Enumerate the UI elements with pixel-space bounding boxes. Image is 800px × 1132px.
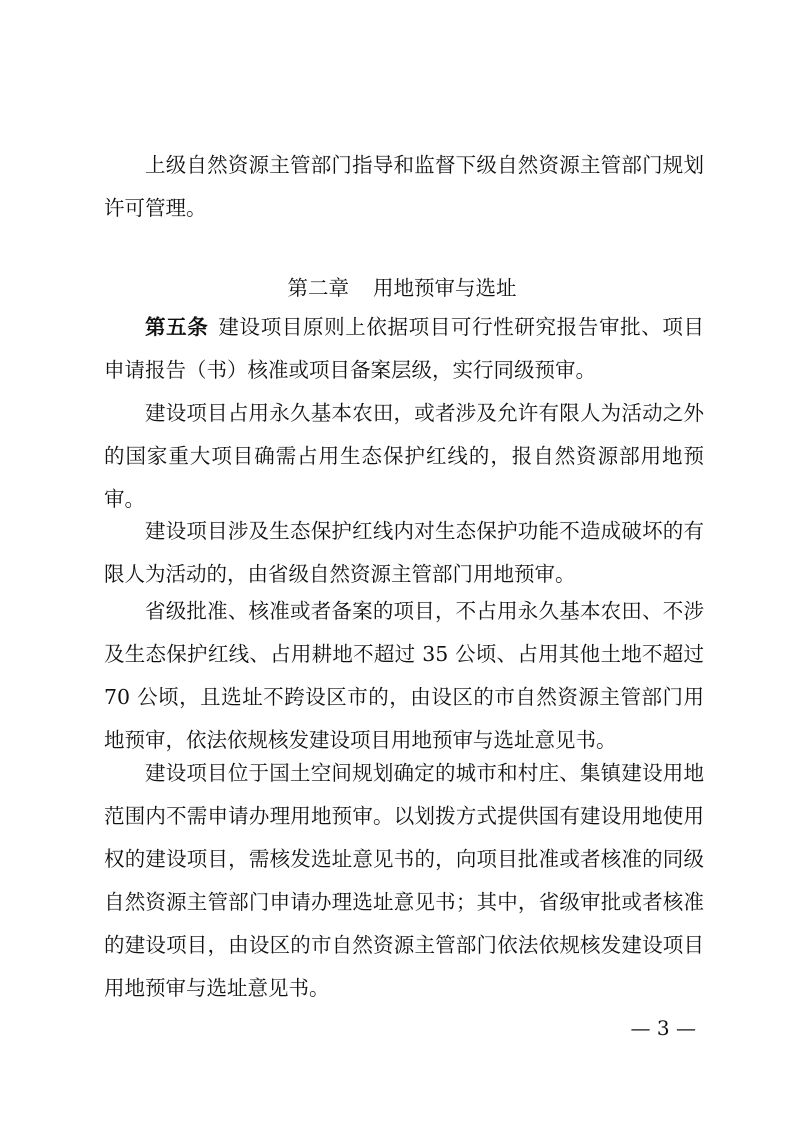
paragraph-city-review: 省级批准、核准或者备案的项目，不占用永久基本农田、不涉及生态保护红线、占用耕地不超过 35 公顷、占用其他土地不超过 70 公顷，且选址不跨设区市的，由设区的市自然资源主管部门用地预审，依法依规核发建设项目用地预审与选址意见书。 xyxy=(104,599,704,752)
paragraph-provincial-review: 建设项目涉及生态保护红线内对生态保护功能不造成破坏的有限人为活动的，由省级自然资源主管部门用地预审。 xyxy=(104,519,704,586)
paragraph-ministry-review: 建设项目占用永久基本农田，或者涉及允许有限人为活动之外的国家重大项目确需占用生态保护红线的，报自然资源部用地预审。 xyxy=(104,401,704,511)
article-number: 第五条 xyxy=(145,315,209,339)
article-5-paragraph xyxy=(104,306,704,392)
paragraph-site-selection: 建设项目位于国土空间规划确定的城市和村庄、集镇建设用地范围内不需申请办理用地预审。以划拨方式提供国有建设用地使用权的建设项目，需核发选址意见书的，向项目批准或者核准的同级自然资源主管部门申请办理选址意见书；其中，省级审批或者核准的建设项目，由设区的市自然资源主管部门依法依规核发建设项目用地预审与选址意见书。 xyxy=(104,761,704,1000)
article-text: 建设项目原则上依据项目可行性研究报告审批、项目申请报告（书）核准或项目备案层级，实行同级预审。 xyxy=(104,315,705,382)
paragraph-supervision: 上级自然资源主管部门指导和监督下级自然资源主管部门规划许可管理。 xyxy=(104,153,704,220)
page-number: — 3 — xyxy=(630,1016,696,1040)
chapter-title: 用地预审与选址 xyxy=(373,276,517,300)
chapter-heading xyxy=(104,268,700,308)
chapter-number: 第二章 xyxy=(287,276,349,300)
